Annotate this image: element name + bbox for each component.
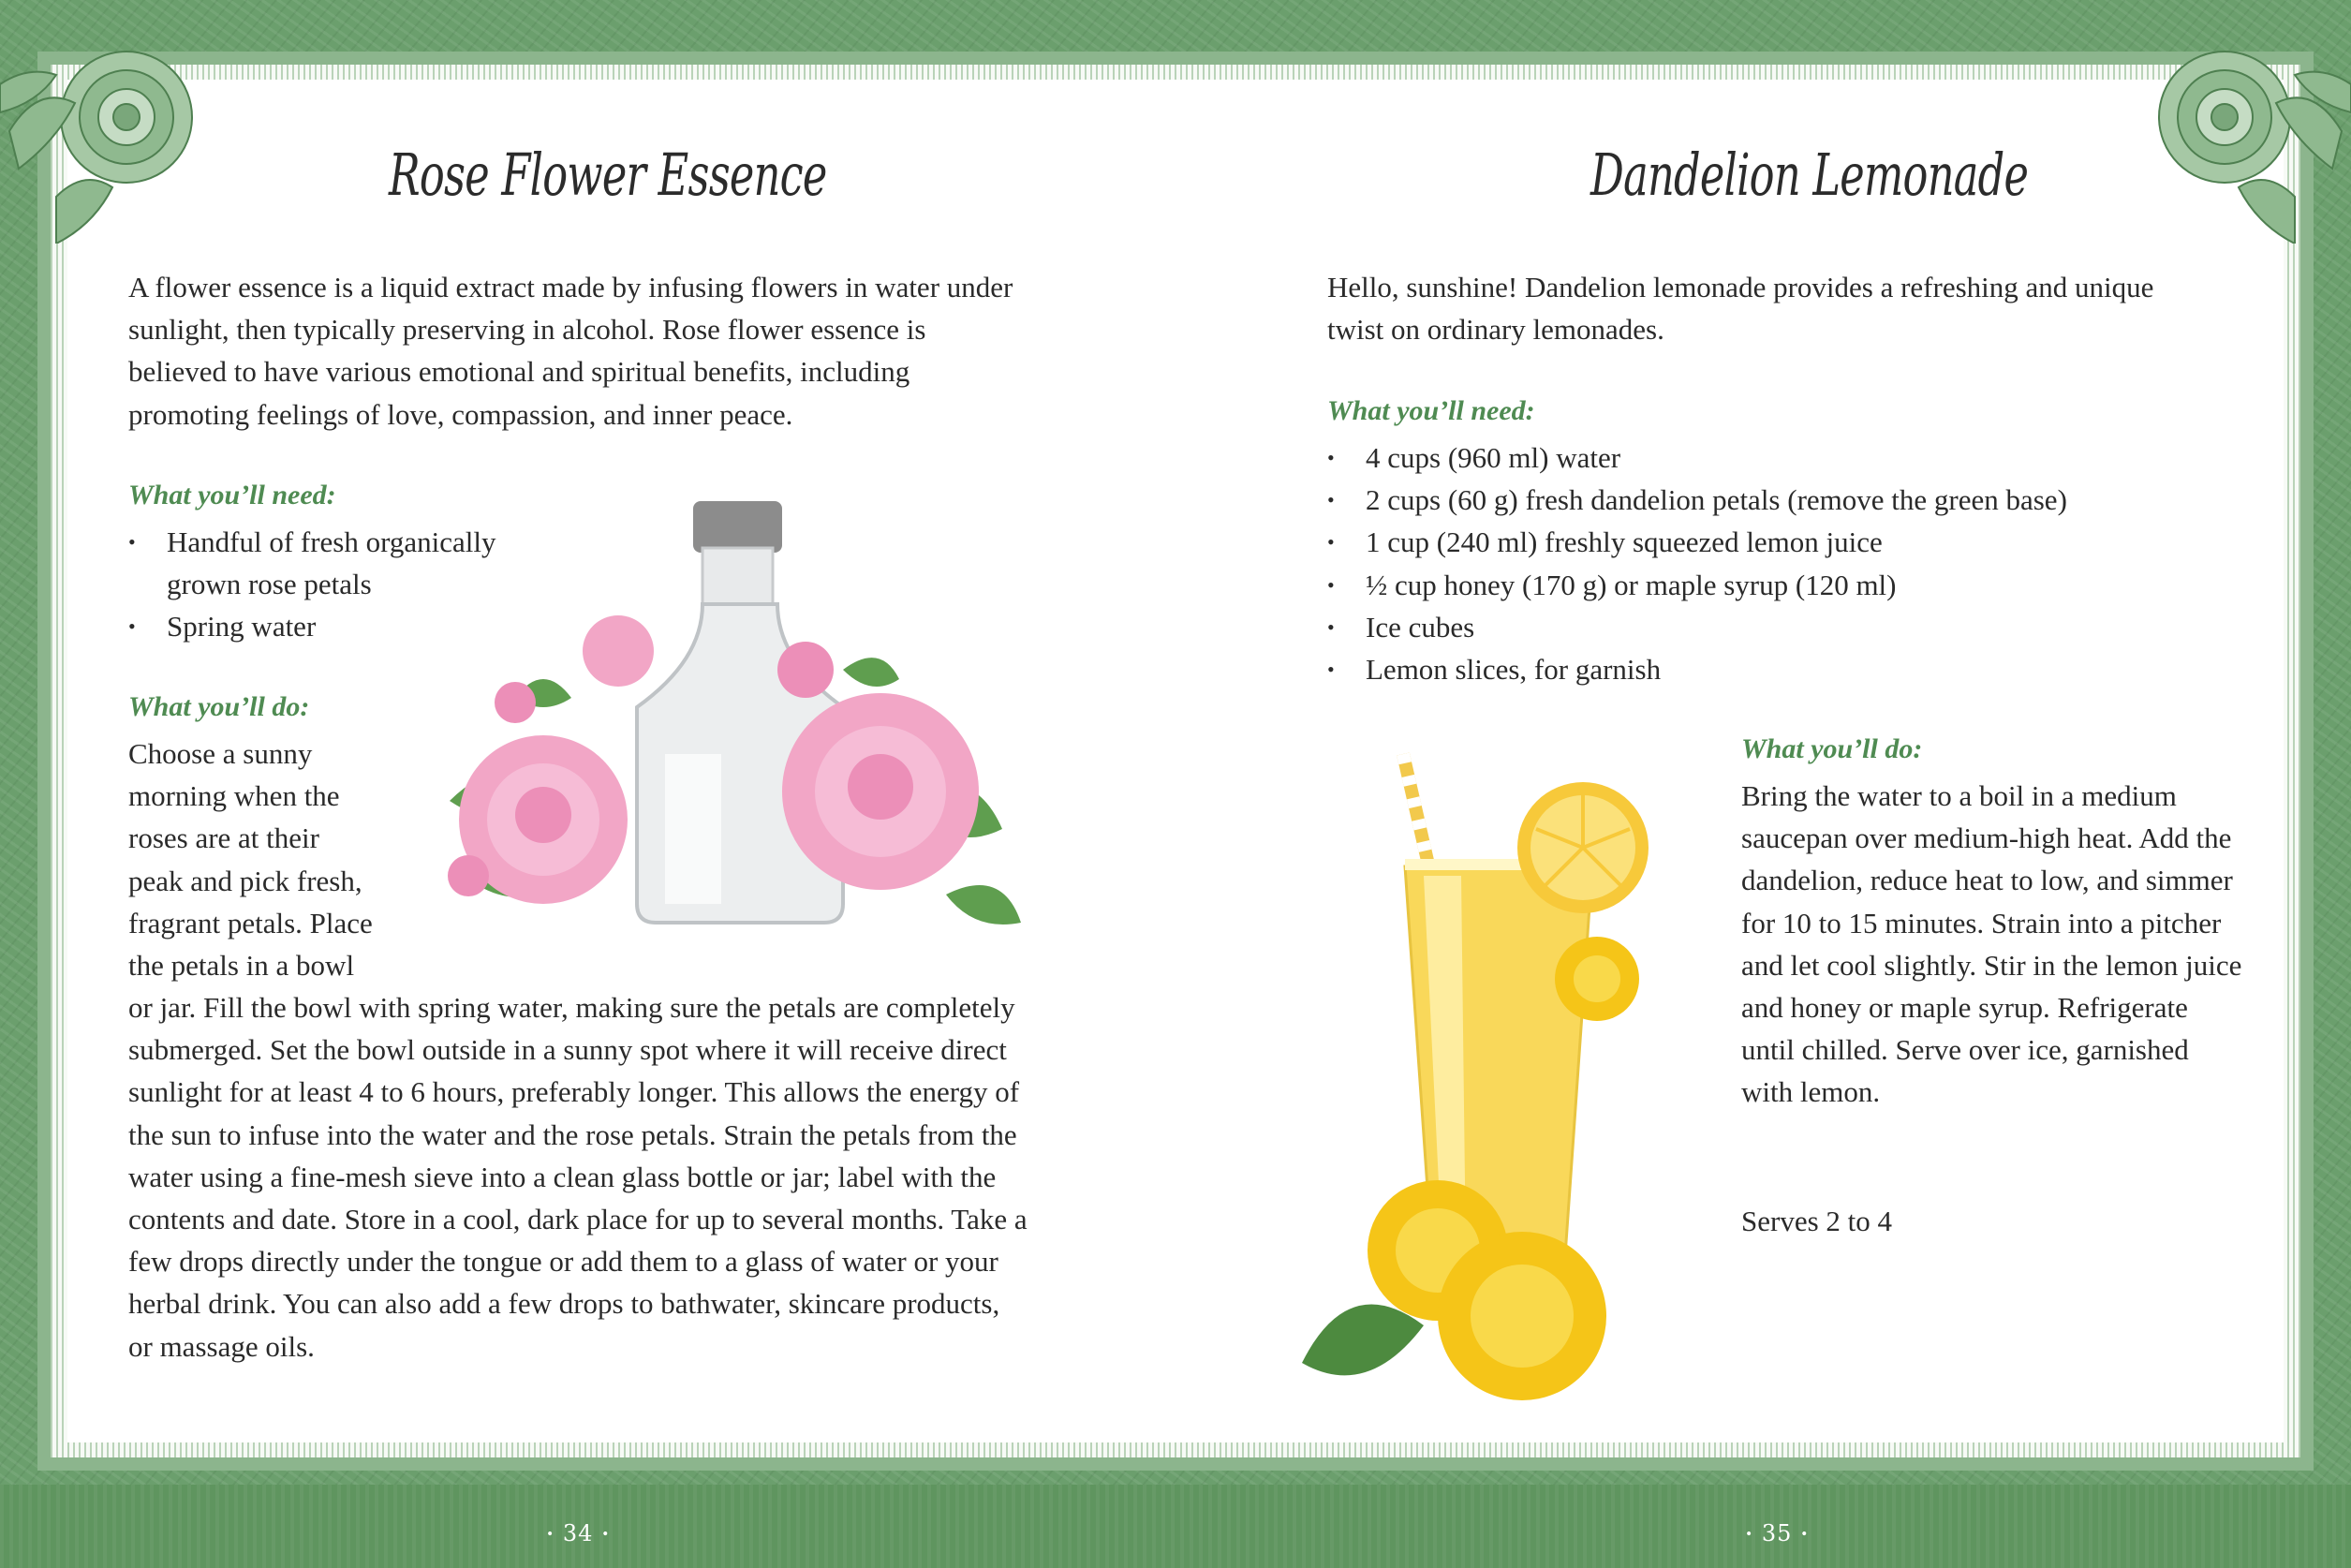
list-item: • Ice cubes: [1327, 606, 2226, 648]
serves-text: Serves 2 to 4: [1741, 1205, 1893, 1237]
page-number-left-value: 34: [562, 1520, 594, 1546]
list-item: • Handful of fresh organically: [128, 521, 559, 563]
page-number-right-value: 35: [1761, 1520, 1793, 1546]
text-line: morning when the: [128, 779, 340, 813]
left-do-heading: What you’ll do:: [128, 691, 310, 722]
text-line: the petals in a bowl: [128, 949, 355, 983]
rose-bottle-illustration: [421, 482, 1021, 932]
page-number-left: • 34 •: [546, 1520, 611, 1546]
right-do-text: [1741, 775, 2247, 1114]
text-line: roses are at their: [128, 821, 319, 855]
list-item: • ½ cup honey (170 g) or maple syrup (120 ml): [1327, 564, 2226, 606]
left-need-heading: What you’ll need:: [128, 480, 336, 510]
right-need-list: [1327, 436, 2226, 690]
left-intro-paragraph: A flower essence is a liquid extract made by infusing flowers in water under sunlight, then typically preserving in alcohol. Rose flower essence is believed to have various emotional and spiritual benefits, including promoting feelings of love, compassion, and inner peace.: [128, 271, 1013, 431]
text-line: fragrant petals. Place: [128, 906, 373, 939]
right-intro-paragraph: Hello, sunshine! Dandelion lemonade provides a refreshing and unique twist on ordinary lemonades.: [1327, 271, 2154, 347]
left-do-paragraph: or jar. Fill the bowl with spring water, making sure the petals are completely submerged. Set the bowl outside in a sunny spot where it will receive direct sunlight for at least 4 to 6 hours, preferably longer. This allows the energy of the sun to infuse into the water and the rose petals. Strain the petals from the water using a fine-mesh sieve into a clean glass bottle or jar; label with the contents and date. Store in a cool, dark place for up to several months. Take a few drops directly under the tongue or add them to a glass of water or your herbal drink. You can also add a few drops to bathwater, skincare products, or massage oils.: [128, 991, 1028, 1363]
list-item: • Lemon slices, for garnish: [1327, 648, 2226, 690]
left-do-narrow-text: [128, 732, 409, 986]
list-item: • 1 cup (240 ml) freshly squeezed lemon juice: [1327, 521, 2226, 563]
right-page-title: Dandelion Lemonade: [1590, 141, 2029, 209]
lemonade-illustration: [1283, 745, 1695, 1419]
right-do-heading: What you’ll do:: [1741, 733, 1923, 764]
list-item: • 2 cups (60 g) fresh dandelion petals (remove the green base): [1327, 479, 2226, 521]
page-footer: [0, 1485, 2351, 1568]
floral-corner-left-icon: [0, 28, 234, 244]
right-need-heading: What you’ll need:: [1327, 395, 1535, 426]
list-item: • 4 cups (960 ml) water: [1327, 436, 2226, 479]
right-do-paragraph: Bring the water to a boil in a medium saucepan over medium-high heat. Add the dandelion, reduce heat to low, and simmer for 10 to 15 minutes. Strain into a pitcher and let cool slightly. Stir in the lemon juice and honey or maple syrup. Refrigerate until chilled. Serve over ice, garnished with lemon.: [1741, 779, 2242, 1109]
left-page-title: Rose Flower Essence: [389, 141, 827, 209]
text-line: peak and pick fresh,: [128, 864, 362, 897]
left-do-wide-text: [128, 986, 1028, 1368]
list-item: • Spring water: [128, 605, 559, 647]
page-number-right: • 35 •: [1745, 1520, 1810, 1546]
lemon-slice-icon: [1517, 782, 1649, 913]
list-item: grown rose petals: [167, 568, 372, 601]
left-intro-text: [128, 266, 1028, 436]
floral-corner-right-icon: [2117, 28, 2351, 244]
right-intro-text: [1327, 266, 2198, 350]
text-line: Choose a sunny: [128, 737, 313, 770]
